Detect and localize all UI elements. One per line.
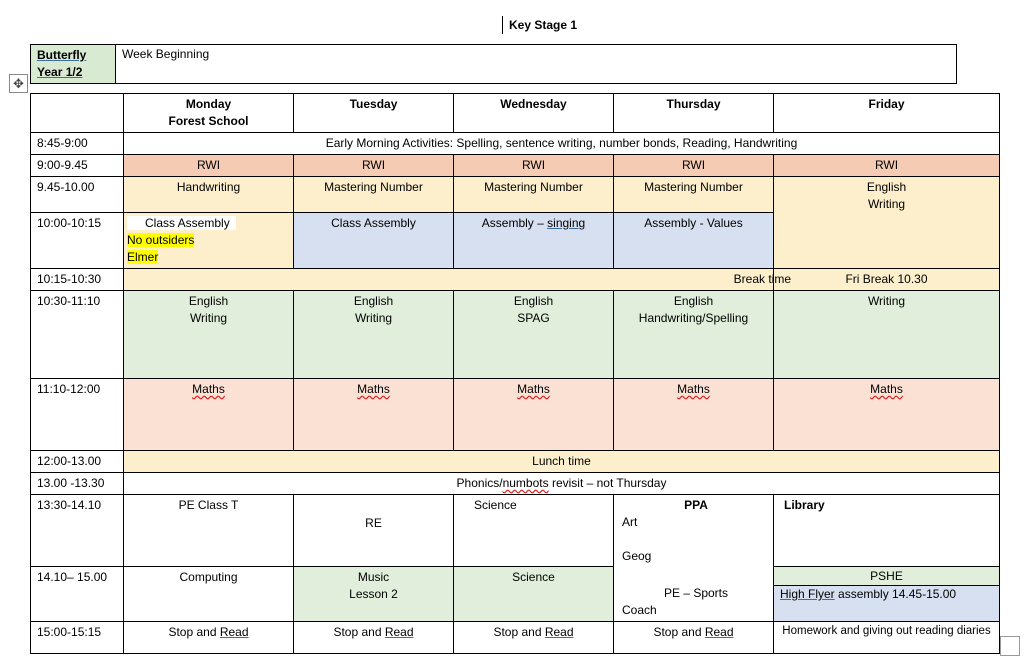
maths-cell: Maths [614,379,774,451]
english-cell: English Writing [294,291,454,379]
mastering-number-cell: Mastering Number [454,177,614,213]
rwi-cell: RWI [124,155,294,177]
homework-cell: Homework and giving out reading diaries [774,622,1000,654]
writing-cell: Writing [774,291,1000,379]
time-cell: 9:00-9.45 [31,155,124,177]
lunch-cell: Lunch time [124,451,1000,473]
early-morning-cell: Early Morning Activities: Spelling, sentence writing, number bonds, Reading, Handwriting [124,133,1000,155]
monday-assembly-cell: Class Assembly No outsiders Elmer [124,213,294,269]
computing-cell: Computing [124,567,294,622]
maths-cell: Maths [124,379,294,451]
music-cell: Music Lesson 2 [294,567,454,622]
day-friday: Friday [774,94,1000,133]
rwi-cell: RWI [614,155,774,177]
mastering-number-cell: Mastering Number [614,177,774,213]
maths-cell: Maths [454,379,614,451]
wednesday-assembly-cell: Assembly – singing [454,213,614,269]
thursday-assembly-cell: Assembly - Values [614,213,774,269]
rwi-cell: RWI [774,155,1000,177]
english-cell: English SPAG [454,291,614,379]
move-handle-icon[interactable]: ✥ [9,74,28,93]
friday-english-writing-cell: English Writing [774,177,1000,269]
time-cell: 10:00-10:15 [31,213,124,269]
break-cell: Break time [124,269,774,291]
pe-class-cell: PE Class T [124,495,294,567]
mastering-number-cell: Mastering Number [294,177,454,213]
week-beginning: Week Beginning [116,45,957,84]
friday-break-cell: Fri Break 10.30 [774,269,1000,291]
corner-cell [31,94,124,133]
english-cell: English Writing [124,291,294,379]
time-cell: 8:45-9:00 [31,133,124,155]
time-cell: 9.45-10.00 [31,177,124,213]
header-row [31,94,1000,133]
time-cell: 13.00 -13.30 [31,473,124,495]
science-cell: Science [454,495,614,567]
tuesday-assembly-cell: Class Assembly [294,213,454,269]
time-cell: 10:15-10:30 [31,269,124,291]
library-cell: Library [774,495,1000,567]
time-cell: 15:00-15:15 [31,622,124,654]
class-header-table [30,44,957,84]
maths-cell: Maths [774,379,1000,451]
resize-handle[interactable] [1000,636,1020,656]
day-tuesday: Tuesday [294,94,454,133]
stop-and-read-cell: Stop and Read [454,622,614,654]
day-thursday: Thursday [614,94,774,133]
stop-and-read-cell: Stop and Read [124,622,294,654]
english-cell: English Handwriting/Spelling [614,291,774,379]
rwi-cell: RWI [454,155,614,177]
time-cell: 14.10– 15.00 [31,567,124,622]
re-cell: RE [294,495,454,567]
pshe-cell: PSHE [774,567,999,586]
time-cell: 13:30-14.10 [31,495,124,567]
friday-afternoon-cell [774,567,1000,622]
ppa-cell: PPA Art Geog PE – Sports Coach [614,495,774,622]
day-monday: Monday Forest School [124,94,294,133]
science-cell: Science [454,567,614,622]
phonics-cell: Phonics/numbots revisit – not Thursday [124,473,1000,495]
stop-and-read-cell: Stop and Read [614,622,774,654]
time-cell: 10:30-11:10 [31,291,124,379]
maths-cell: Maths [294,379,454,451]
high-flyer-cell: High Flyer assembly 14.45-15.00 [774,586,999,621]
timetable [30,93,1000,654]
rwi-cell: RWI [294,155,454,177]
class-name: Butterfly Year 1/2 [31,45,116,84]
handwriting-cell: Handwriting [124,177,294,213]
time-cell: 12:00-13.00 [31,451,124,473]
day-wednesday: Wednesday [454,94,614,133]
time-cell: 11:10-12:00 [31,379,124,451]
page-title: Key Stage 1 [502,16,577,34]
stop-and-read-cell: Stop and Read [294,622,454,654]
